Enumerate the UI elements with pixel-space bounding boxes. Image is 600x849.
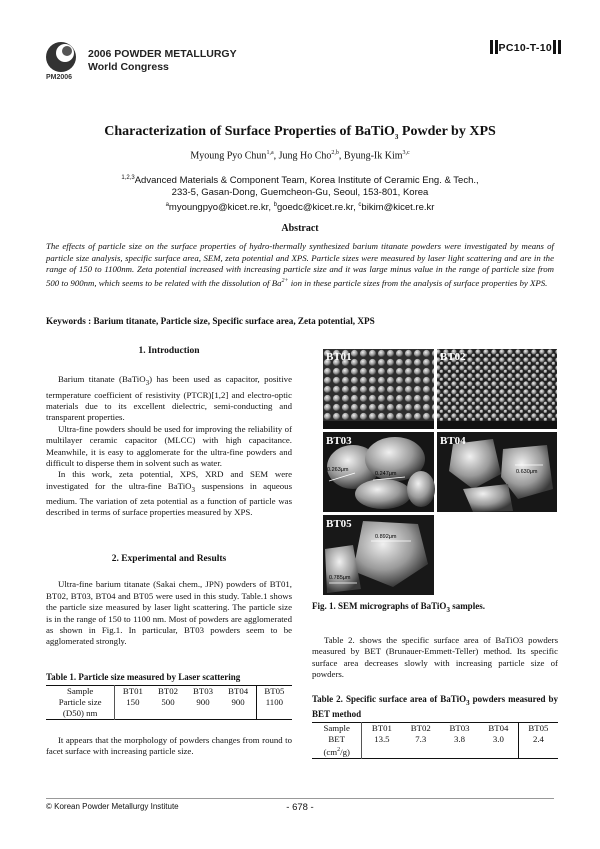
table-row: Particle size (D50) nm 150 500 900 900 1100 <box>46 697 292 720</box>
table2 <box>312 722 558 759</box>
experimental-paragraph-2-block <box>46 735 292 758</box>
footer-divider <box>46 798 554 799</box>
paper-title: Characterization of Surface Properties of BaTiO$_3$ Powder by XPS <box>104 124 496 141</box>
table2-paragraph-block <box>312 635 558 681</box>
bt03-scale-2: 0.247μm <box>375 471 397 477</box>
copyright: © Korean Powder Metallurgy Institute <box>46 802 179 811</box>
bt05-scale-1: 0.892μm <box>375 534 397 540</box>
conference-title: 2006 POWDER METALLURGY World Congress <box>88 48 237 73</box>
table2-caption: Table 2. Specific surface area of BaTiO$_3$ powders measured by BET method <box>312 694 559 719</box>
page-number: - 678 - <box>286 802 314 813</box>
keywords: Keywords : Barium titanate, Particle size, Specific surface area, Zeta potential, XPS <box>46 316 375 326</box>
email-a: myoungpyo@kicet.re.kr <box>168 202 269 214</box>
panel-label-bt02: BT02 <box>440 351 466 363</box>
table-row: BET $(cm^2/g)$ 13.5 7.3 3.8 3.0 2.4 <box>312 734 558 758</box>
bt04-scale-1: 0.630μm <box>516 469 538 475</box>
table-row: Sample BT01 BT02 BT03 BT04 BT05 <box>46 686 292 698</box>
intro-paragraph-1: Barium titanate (BaTiO$_3$) has been used as capacitor, positive termperature coefficient of resistivity (PTCR)[1,2] and electro-optic materials due to its excellent dielectric, semi-conducting and transparent properties. <box>46 374 292 423</box>
panel-label-bt04: BT04 <box>440 435 466 447</box>
table2-block <box>312 694 558 759</box>
abstract-heading: Abstract <box>281 223 319 234</box>
sem-panel-bt01 <box>323 349 434 429</box>
panel-label-bt01: BT01 <box>326 351 352 363</box>
intro-paragraph-3: In this work, zeta potential, XPS, XRD and SEM were investigated for the ultra-fine BaTiO$_3$ suspensions in aqueous medium. The variation of zeta potential as a function of particle was described in terms of surface properties measured by XPS. <box>46 469 292 518</box>
sem-panel-bt02 <box>437 349 557 429</box>
intro-paragraph-2: Ultra-fine powders should be used for improving the reliability of multilayer ceramic capacitor (MLCC) with high capacitance. Meanwhile, it is easy to agglomerate for the ultra-fine powders and difficult to disperse them in solvent such as water. <box>46 423 292 468</box>
sem-panel-bt05 <box>323 515 434 595</box>
table1-block <box>46 672 292 720</box>
table2-paragraph: Table 2. shows the specific surface area of BaTiO3 powders measured by BET (Brunauer-Emmett-Teller) method. Its specific surface area decreases slowly with increasing particle size of powders. <box>312 635 558 680</box>
logo-text: PM2006 <box>46 74 73 81</box>
bt03-scale-1: 0.263μm <box>327 467 349 473</box>
introduction-heading: 1. Introduction <box>138 346 200 356</box>
sem-panel-bt04 <box>437 432 557 512</box>
paper-code: PC10-T-10 <box>489 40 562 54</box>
table-row: Sample BT01 BT02 BT03 BT04 BT05 <box>312 722 558 734</box>
introduction-section <box>46 346 292 519</box>
panel-label-bt05: BT05 <box>326 518 352 530</box>
experimental-section <box>46 554 292 648</box>
affiliation: $^{1,2,3}$Advanced Materials & Component Team, Korea Institute of Ceramic Eng. & Tech., 233-5, Gasan-Dong, Guemcheon-Gu, Seoul, 153-801, Korea $^a$myoungpyo@kicet.re.kr, $^b$goedc@kicet.re.kr, $^c$bikim@kicet.re.kr <box>121 175 479 214</box>
pm2006-logo-icon <box>44 40 78 74</box>
figure1-caption: Fig. 1. SEM micrographs of BaTiO$_3$ samples. <box>312 601 485 614</box>
experimental-heading: 2. Experimental and Results <box>111 554 227 564</box>
email-c: bikim@kicet.re.kr <box>361 202 435 214</box>
authors: Myoung Pyo Chun$^{1,a}$, Jung Ho Cho$^{2,b}$, Byung-Ik Kim$^{3,c}$ <box>190 150 410 162</box>
panel-label-bt03: BT03 <box>326 435 352 447</box>
table1-caption: Table 1. Particle size measured by Laser scattering <box>46 672 241 682</box>
bt05-scale-2: 0.785μm <box>329 575 351 581</box>
sem-panel-bt03 <box>323 432 435 512</box>
email-b: goedc@kicet.re.kr <box>276 202 354 214</box>
sem-micrographs-figure <box>323 349 557 595</box>
table1 <box>46 685 292 720</box>
experimental-paragraph-1: Ultra-fine barium titanate (Sakai chem., JPN) powders of BT01, BT02, BT03, BT04 and BT05 were used in this study. Table.1 shows the particle size measured by laser light scattering. The particle size is in the range of 150 to 1100 nm. Most of powders are agglomerated as shown in Fig.1. In particular, BT03 powders seem to be agglomerated strongly. <box>46 579 292 647</box>
experimental-paragraph-2: It appears that the morphology of powders changes from round to facet surface with increasing particle size. <box>46 735 292 757</box>
abstract-text: The effects of particle size on the surface properties of hydro-thermally synthesized barium titanate powders were investigated by means of particle size analysis, specific surface area, SEM, zeta potential and XPS. Particle sizes were measured by laser light scattering and are in the range of 150 to 1100nm. Zeta potential increased with increasing particle size and it was large minus value in the range of particle size from 500 to 900nm, which seems to be related with the dissolution of $Ba^{2+}$ ion in these particle sizes from the analysis of surface properties by XPS. <box>46 241 554 288</box>
